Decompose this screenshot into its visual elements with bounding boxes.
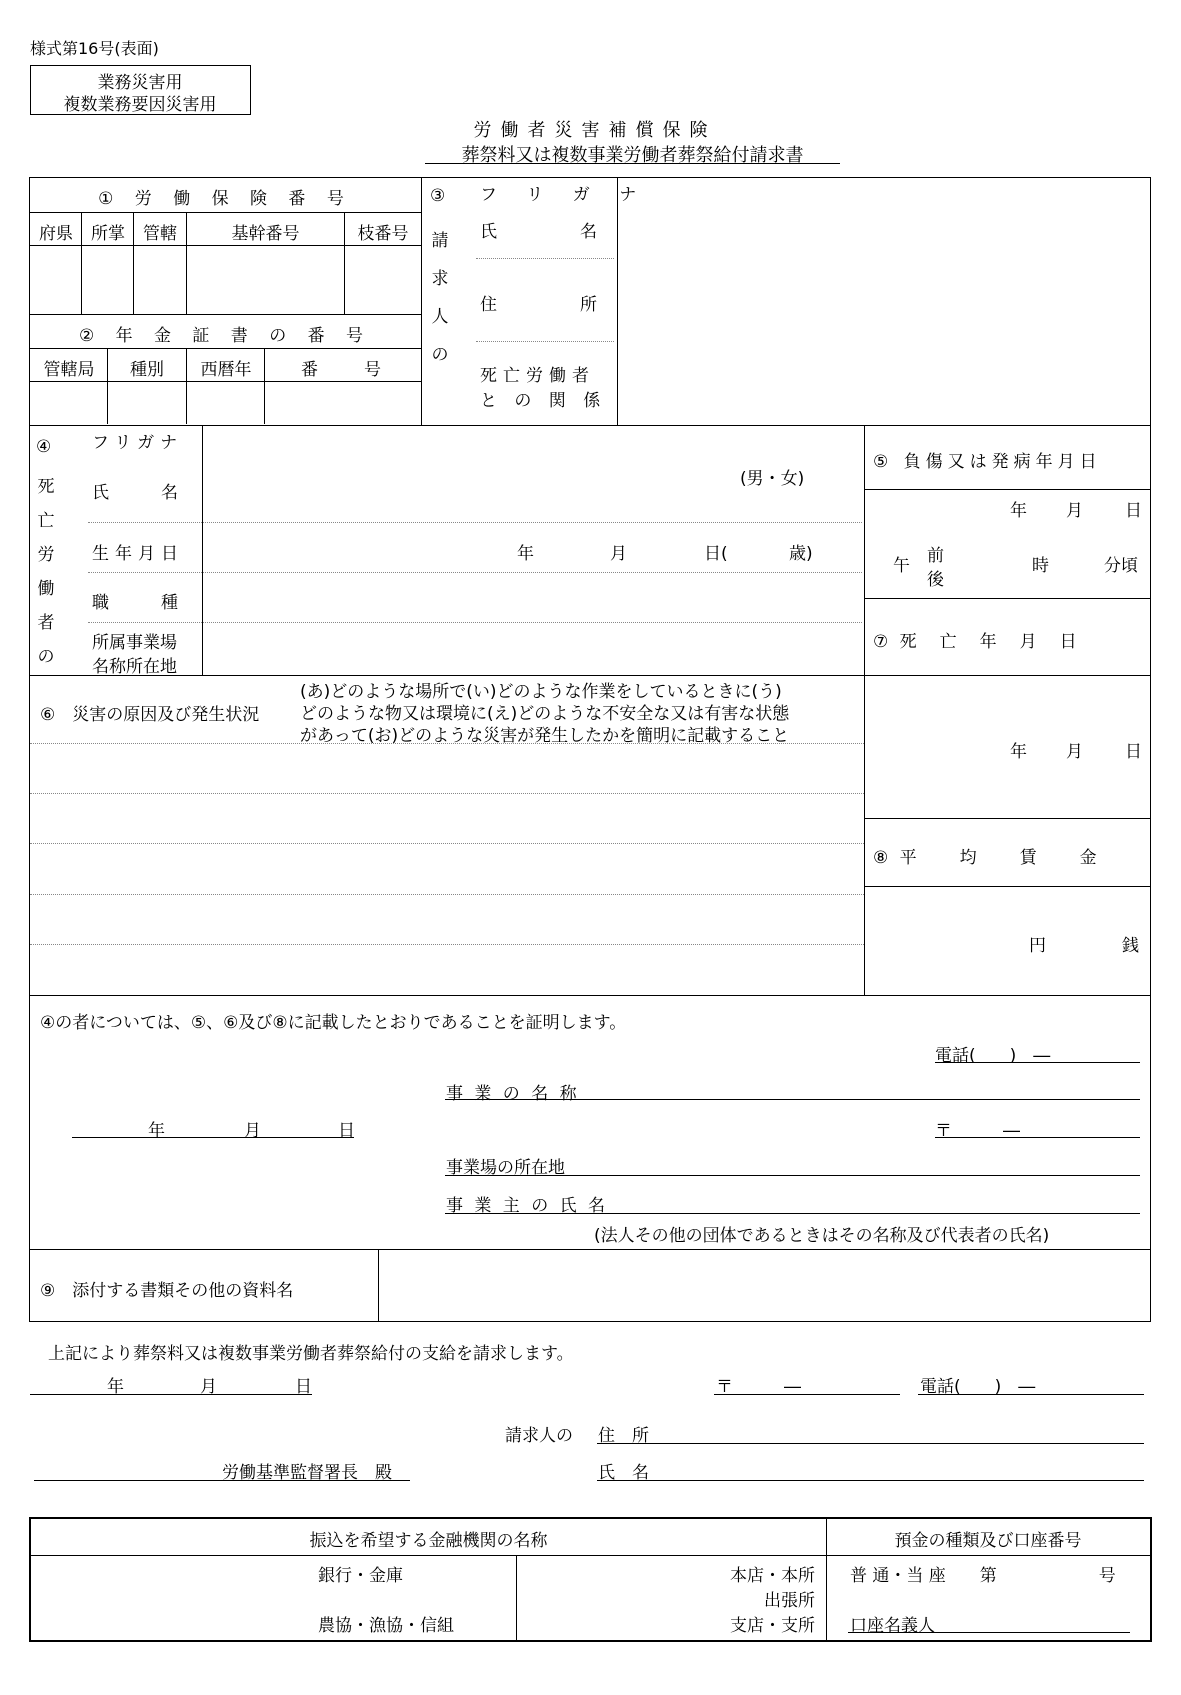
request-addressee: 労働基準監督署長 殿: [222, 1463, 392, 1483]
account-holder-label: 口座名義人: [850, 1616, 935, 1636]
bank-header-right: 預金の種類及び口座番号: [894, 1531, 1082, 1551]
s4-name-label: 氏 名: [92, 483, 184, 503]
s1-col-office: 管轄: [143, 224, 177, 244]
s4-birth-month: 月: [610, 544, 627, 564]
title-underline: [425, 163, 840, 164]
s2-col-bureau: 管轄局: [43, 360, 95, 380]
s9-documents-input[interactable]: [384, 1255, 1148, 1317]
bank-name-input[interactable]: [40, 1562, 314, 1634]
s4-birth-label: 生年月日: [92, 544, 184, 564]
form-type-line1: 業務災害用: [97, 73, 183, 93]
s4-office-label2: 名称所在地: [92, 657, 177, 677]
s1-col-jurisdiction-type: 所掌: [91, 224, 125, 244]
s7-year: 年: [1010, 742, 1027, 762]
cert-location-label: 事業場の所在地: [446, 1158, 565, 1178]
s6-note-line2: どのような物又は環境に(え)どのような不安全な又は有害な状態: [300, 704, 790, 724]
s4-gender: (男・女): [740, 469, 805, 489]
s4-vertical-label: 死 亡 労 働 者 の: [37, 477, 55, 667]
s3-relation-label1: 死亡労働者: [480, 366, 595, 386]
s3-vertical-label: 請 求 人 の: [431, 231, 449, 365]
s7-day: 日: [1125, 742, 1142, 762]
s1-col-prefecture: 府県: [39, 224, 73, 244]
s3-name-input[interactable]: [622, 190, 1146, 252]
s4-office-label1: 所属事業場: [92, 633, 177, 653]
s5-year: 年: [1010, 501, 1027, 521]
s3-relation-label2: と の 関 係: [480, 391, 607, 411]
s3-address-input[interactable]: [622, 265, 1146, 337]
s2-title: ② 年 金 証 書 の 番 号: [78, 326, 372, 346]
s8-title: ⑧ 平 均 賃 金: [873, 848, 1100, 868]
request-address-input[interactable]: [680, 1419, 1144, 1443]
cert-date-day: 日: [338, 1121, 355, 1141]
s3-address-label: 住 所: [480, 295, 605, 315]
form-type-line2: 複数業務要因災害用: [63, 95, 217, 115]
cert-location-input[interactable]: [590, 1151, 1134, 1175]
form-title-line1: 労働者災害補償保険: [473, 120, 717, 141]
s4-birth-age: 歳): [789, 544, 813, 564]
s5-gozen: 午: [893, 556, 910, 576]
s5-hour: 時: [1032, 556, 1049, 576]
s5-title: ⑤ 負傷又は発病年月日: [873, 452, 1102, 472]
cert-phone: 電話( ) ―: [935, 1046, 1051, 1066]
s4-name-input[interactable]: [206, 430, 730, 520]
s5-ampm-before: 前: [927, 546, 944, 566]
s4-office-input[interactable]: [206, 626, 860, 673]
cert-owner-label: 事 業 主 の 氏 名: [446, 1196, 609, 1216]
bank-branch2: 出張所: [764, 1591, 815, 1611]
s1-col-base-number: 基幹番号: [231, 224, 300, 244]
s6-title: ⑥ 災害の原因及び発生状況: [40, 705, 260, 725]
s3-furigana-label: フ リ ガ ナ: [480, 185, 649, 205]
request-claimant-label: 請求人の: [505, 1426, 573, 1446]
s1-base-number-input[interactable]: [190, 250, 344, 312]
s8-yen: 円: [1029, 936, 1046, 956]
s4-furigana-label: フリガナ: [92, 433, 184, 453]
s1-title: ① 労 働 保 険 番 号: [98, 189, 352, 209]
cert-date-year: 年: [148, 1121, 165, 1141]
s9-title: ⑨ 添付する書類その他の資料名: [40, 1281, 294, 1301]
request-phone: 電話( ) ―: [920, 1377, 1036, 1397]
bank-header-left: 振込を希望する金融機関の名称: [309, 1531, 548, 1551]
request-date-day: 日: [295, 1377, 312, 1397]
s6-description-input[interactable]: [34, 748, 863, 992]
s2-col-year: 西暦年: [200, 360, 252, 380]
request-address-label: 住 所: [598, 1426, 649, 1446]
s3-number: ③: [430, 186, 446, 206]
request-text: 上記により葬祭料又は複数事業労働者葬祭給付の支給を請求します。: [48, 1344, 574, 1364]
s4-birth-year: 年: [517, 544, 534, 564]
s2-col-number: 番 号: [301, 360, 385, 380]
request-date-year: 年: [107, 1377, 124, 1397]
s5-minute: 分頃: [1104, 556, 1138, 576]
cert-postal: 〒 ―: [935, 1121, 1020, 1141]
s1-col-branch-number: 枝番号: [357, 224, 409, 244]
form-number: 様式第16号(表面): [30, 39, 159, 58]
cert-owner-note: (法人その他の団体であるときはその名称及び代表者の氏名): [594, 1226, 1050, 1246]
s5-day: 日: [1125, 501, 1142, 521]
s6-note-line3: があって(お)どのような災害が発生したかを簡明に記載すること: [300, 726, 790, 746]
s8-wage-input[interactable]: [870, 892, 1024, 989]
bank-branch3: 支店・支所: [730, 1616, 815, 1636]
s8-sen: 銭: [1122, 936, 1139, 956]
account-holder-input[interactable]: [940, 1610, 1134, 1634]
bank-type2: 農協・漁協・信組: [318, 1616, 454, 1636]
cert-business-name-input[interactable]: [590, 1076, 1134, 1100]
s4-job-input[interactable]: [206, 576, 860, 620]
form-title-line2: 葬祭料又は複数事業労働者葬祭給付請求書: [461, 145, 804, 166]
bank-branch-input[interactable]: [522, 1562, 676, 1634]
s4-number: ④: [36, 437, 52, 457]
cert-date-month: 月: [244, 1121, 261, 1141]
request-name-label: 氏 名: [598, 1463, 649, 1483]
request-date-month: 月: [200, 1377, 217, 1397]
bank-branch1: 本店・本所: [730, 1566, 815, 1586]
cert-owner-input[interactable]: [590, 1189, 1134, 1213]
s1-branch-number-input[interactable]: [348, 250, 422, 312]
s2-number-input[interactable]: [268, 386, 422, 422]
s5-month: 月: [1066, 501, 1083, 521]
s2-col-type: 種別: [130, 360, 164, 380]
cert-text: ④の者については、⑤、⑥及び⑧に記載したとおりであることを証明します。: [40, 1013, 627, 1033]
account-type: 普 通・当 座 第 号: [850, 1566, 1116, 1586]
s3-name-label: 氏 名: [480, 222, 605, 242]
request-name-input[interactable]: [680, 1456, 1144, 1480]
s3-relation-input[interactable]: [622, 350, 1146, 422]
s4-job-label: 職 種: [92, 593, 184, 613]
cert-business-name-label: 事 業 の 名 称: [446, 1084, 580, 1104]
s6-note-line1: (あ)どのような場所で(い)どのような作業をしているときに(う): [300, 682, 782, 702]
request-postal: 〒 ―: [716, 1377, 801, 1397]
s5-ampm-after: 後: [927, 570, 944, 590]
bank-type1: 銀行・金庫: [318, 1566, 403, 1586]
s7-title: ⑦ 死 亡 年 月 日: [873, 632, 1080, 652]
s7-month: 月: [1066, 742, 1083, 762]
s4-birth-day: 日(: [704, 544, 728, 564]
form-type-box: [30, 65, 251, 115]
